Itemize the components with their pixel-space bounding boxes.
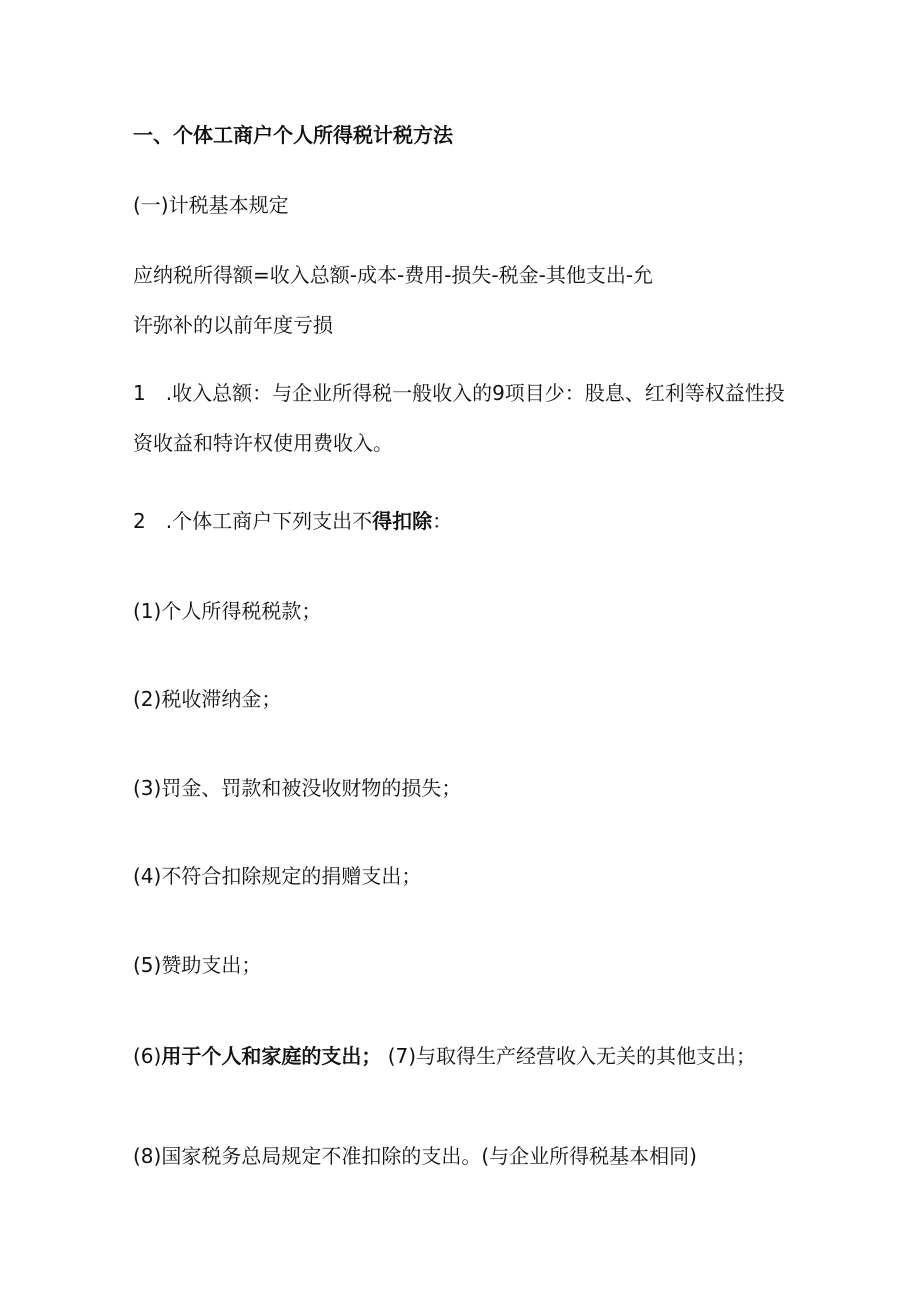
list-item-4: (4)不符合扣除规定的捐赠支出； xyxy=(133,864,422,888)
formula-line-2: 许弥补的以前年度亏损 xyxy=(133,313,333,337)
section-heading: 一、个体工商户个人所得税计税方法 xyxy=(133,123,453,147)
item-2-paragraph xyxy=(133,507,452,535)
subsection-heading: (一)计税基本规定 xyxy=(133,193,289,217)
item-2-suffix: ： xyxy=(432,509,453,533)
item-1-line-1: 1 .收入总额：与企业所得税一般收入的9项目少：股息、红利等权益性投 xyxy=(133,381,785,405)
list-item-6-7 xyxy=(133,1042,756,1070)
list-item-5: (5)赞助支出； xyxy=(133,953,262,977)
item-1-line-2: 资收益和特许权使用费收入。 xyxy=(133,431,393,455)
list-item-2: (2)税收滞纳金； xyxy=(133,687,282,711)
list-item-7: (7)与取得生产经营收入无关的其他支出； xyxy=(387,1044,757,1068)
list-item-6-bold: 用于个人和家庭的支出； xyxy=(161,1044,382,1068)
formula-line-1: 应纳税所得额=收入总额-成本-费用-损失-税金-其他支出-允 xyxy=(133,263,654,287)
list-item-6-number: (6) xyxy=(133,1044,162,1068)
list-item-3: (3)罚金、罚款和被没收财物的损失； xyxy=(133,776,462,800)
list-item-1: (1)个人所得税税款； xyxy=(133,599,322,623)
list-item-8: (8)国家税务总局规定不准扣除的支出。(与企业所得税基本相同) xyxy=(133,1144,697,1168)
item-2-prefix: 2 .个体工商户下列支出不 xyxy=(133,509,373,533)
item-2-bold: 得扣除 xyxy=(372,509,433,533)
